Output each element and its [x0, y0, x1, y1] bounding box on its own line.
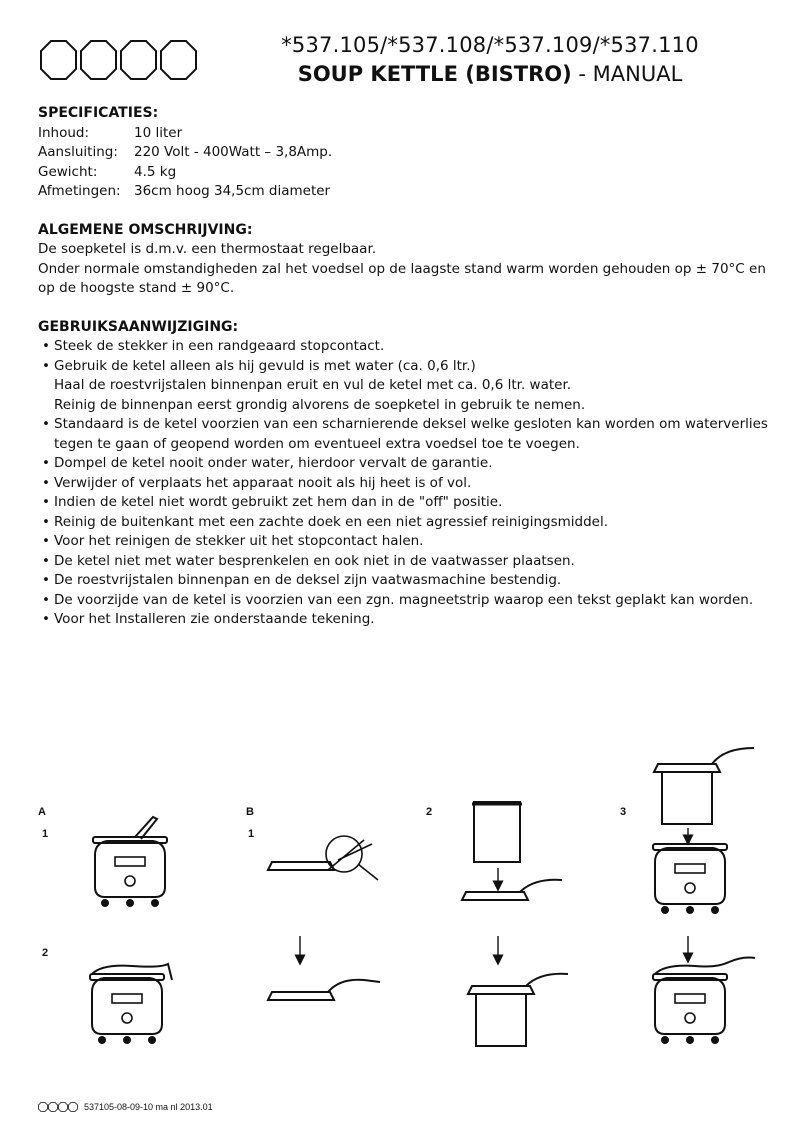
- footer-text: 537105-08-09-10 ma nl 2013.01: [84, 1102, 213, 1112]
- list-item: • Dompel de ketel nooit onder water, hierdoor vervalt de garantie.: [38, 454, 768, 474]
- manual-body: [38, 104, 768, 630]
- figure-label-a1: 1: [42, 828, 49, 840]
- brand-logo: [38, 38, 200, 84]
- spec-label: Gewicht:: [38, 163, 98, 180]
- list-item: • De roestvrijstalen binnenpan en de deksel zijn vaatwasmachine bestendig.: [38, 571, 768, 591]
- drawing-b2: [268, 980, 380, 1000]
- drawing-step2-result: [468, 974, 568, 1046]
- spec-value: 36cm hoog 34,5cm diameter: [134, 183, 331, 199]
- spec-row: [38, 182, 768, 202]
- figure-label-a: A: [38, 806, 46, 818]
- description-line: De soepketel is d.m.v. een thermostaat regelbaar.: [38, 241, 377, 257]
- footer: [38, 1102, 213, 1112]
- description-line: Onder normale omstandigheden zal het voedsel op de laagste stand warm worden gehouden op ± 70°C en op de hoogste stand ± 90°C.: [38, 260, 766, 296]
- list-item: • Voor het Installeren zie onderstaande tekening.: [38, 610, 768, 630]
- figure-label-b: B: [246, 806, 254, 818]
- spec-value: 220 Volt - 400Watt – 3,8Amp.: [134, 144, 333, 160]
- drawing-b1: [268, 836, 378, 880]
- list-item: • Reinig de buitenkant met een zachte doek en een niet agressief reinigingsmiddel.: [38, 513, 768, 533]
- spec-row: [38, 143, 768, 163]
- footer-logo: [38, 1102, 80, 1112]
- list-item: • Gebruik de ketel alleen als hij gevuld is met water (ca. 0,6 ltr.): [38, 357, 768, 377]
- drawing-step3-kettle: [653, 844, 727, 914]
- drawing-step2-pan: [472, 802, 522, 862]
- list-item: • De ketel niet met water besprenkelen en ook niet in de vaatwasser plaatsen.: [38, 552, 768, 572]
- list-item: • De voorzijde van de ketel is voorzien van een zgn. magneetstrip waarop een tekst geplakt kan worden.: [38, 591, 768, 611]
- spec-row: [38, 163, 768, 183]
- list-item-continuation: Haal de roestvrijstalen binnenpan eruit en vul de ketel met ca. 0,6 ltr. water.: [54, 377, 572, 393]
- spec-label: Afmetingen:: [38, 183, 121, 199]
- product-codes: *537.105/*537.108/*537.109/*537.110: [281, 33, 699, 57]
- spec-value: 4.5 kg: [134, 163, 177, 180]
- usage-heading: GEBRUIKSAANWIJZIGING:: [38, 318, 239, 335]
- list-item: • Verwijder of verplaats het apparaat nooit als hij heet is of vol.: [38, 474, 768, 494]
- drawings-svg: [0, 740, 802, 1080]
- figure-label-step2: 2: [426, 806, 433, 818]
- drawing-step3-pan: [654, 748, 754, 824]
- figure-label-a2: 2: [42, 947, 49, 959]
- list-item-continuation: Reinig de binnenpan eerst grondig alvorens de soepketel in gebruik te nemen.: [54, 396, 586, 413]
- specs-heading: SPECIFICATIES:: [38, 105, 159, 121]
- specs-table: [38, 124, 768, 202]
- drawing-a1: [93, 817, 167, 907]
- spec-row: [38, 124, 768, 144]
- installation-drawings: [0, 740, 802, 1080]
- list-item: • Indien de ketel niet wordt gebruikt zet hem dan in de "off" positie.: [38, 493, 768, 513]
- page-title: [230, 62, 750, 86]
- list-item: • Steek de stekker in een randgeaard stopcontact.: [38, 337, 768, 357]
- list-item: • Voor het reinigen de stekker uit het stopcontact halen.: [38, 532, 768, 552]
- drawing-step2-lid: [462, 880, 562, 900]
- list-item: • Standaard is de ketel voorzien van een scharnierende deksel welke gesloten kan worden om waterverlies tegen te gaan of geopend worden om eventueel extra voedsel toe te voegen.: [38, 415, 768, 454]
- figure-label-step3: 3: [620, 806, 627, 818]
- figure-label-b1: 1: [248, 828, 255, 840]
- spec-label: Aansluiting:: [38, 144, 118, 160]
- spec-label: Inhoud:: [38, 124, 90, 141]
- usage-list: [38, 337, 768, 630]
- description-heading: ALGEMENE OMSCHRIJVING:: [38, 221, 253, 238]
- drawing-a2: [90, 964, 172, 1044]
- spec-value: 10 liter: [134, 124, 183, 141]
- page-title-rest: - MANUAL: [571, 62, 683, 86]
- drawing-step3-result: [653, 958, 755, 1045]
- page-title-bold: SOUP KETTLE (BISTRO): [297, 62, 572, 86]
